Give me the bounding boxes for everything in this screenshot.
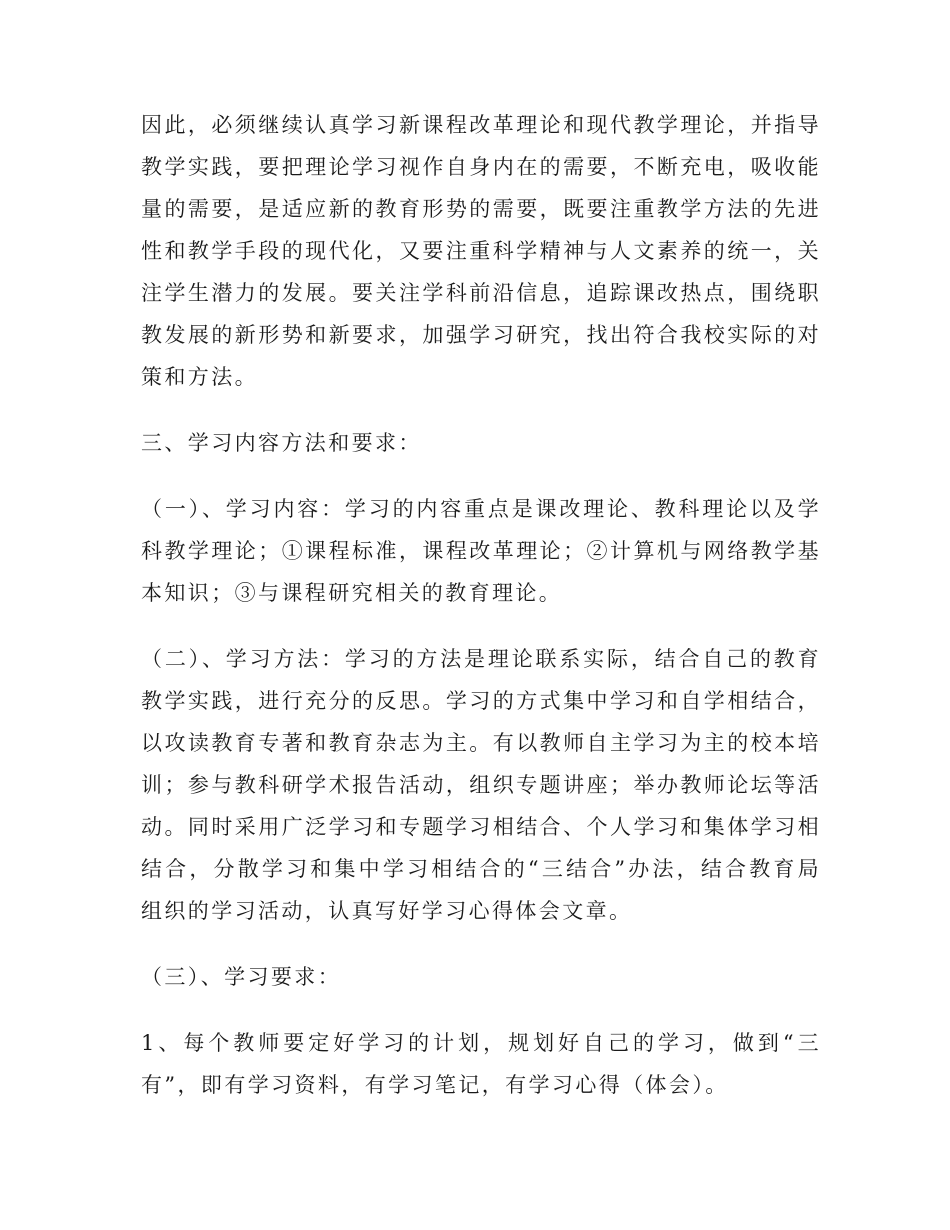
paragraph-content: （一）、学习内容：学习的内容重点是课改理论、教科理论以及学科教学理论；①课程标准，课程改革理论；②计算机与网络教学基本知识；③与课程研究相关的教育理论。: [141, 497, 821, 605]
section-heading: 三、学习内容方法和要求：: [141, 431, 422, 455]
paragraph-intro: 因此，必须继续认真学习新课程改革理论和现代教学理论，并指导教学实践，要把理论学习视作自身内在的需要，不断充电，吸收能量的需要，是适应新的教育形势的需要，既要注重教学方法的先进性和教学手段的现代化，又要注重科学精神与人文素养的统一，关注学生潜力的发展。要关注学科前沿信息，追踪课改热点，围绕职教发展的新形势和新要求，加强学习研究，找出符合我校实际的对策和方法。: [141, 113, 821, 389]
paragraph-method: （二）、学习方法：学习的方法是理论联系实际，结合自己的教育教学实践，进行充分的反思。学习的方式集中学习和自学相结合，以攻读教育专著和教育杂志为主。有以教师自主学习为主的校本培训；参与教科研学术报告活动，组织专题讲座；举办教师论坛等活动。同时采用广泛学习和专题学习相结合、个人学习和集体学习相结合，分散学习和集中学习相结合的“三结合”办法，结合教育局组织的学习活动，认真写好学习心得体会文章。: [141, 647, 821, 923]
document-body: [141, 104, 821, 1130]
subsection-heading: （三）、学习要求：: [141, 965, 342, 989]
paragraph-requirement-1: 1、每个教师要定好学习的计划，规划好自己的学习，做到“三有”，即有学习资料，有学习笔记，有学习心得（体会）。: [141, 1031, 821, 1097]
